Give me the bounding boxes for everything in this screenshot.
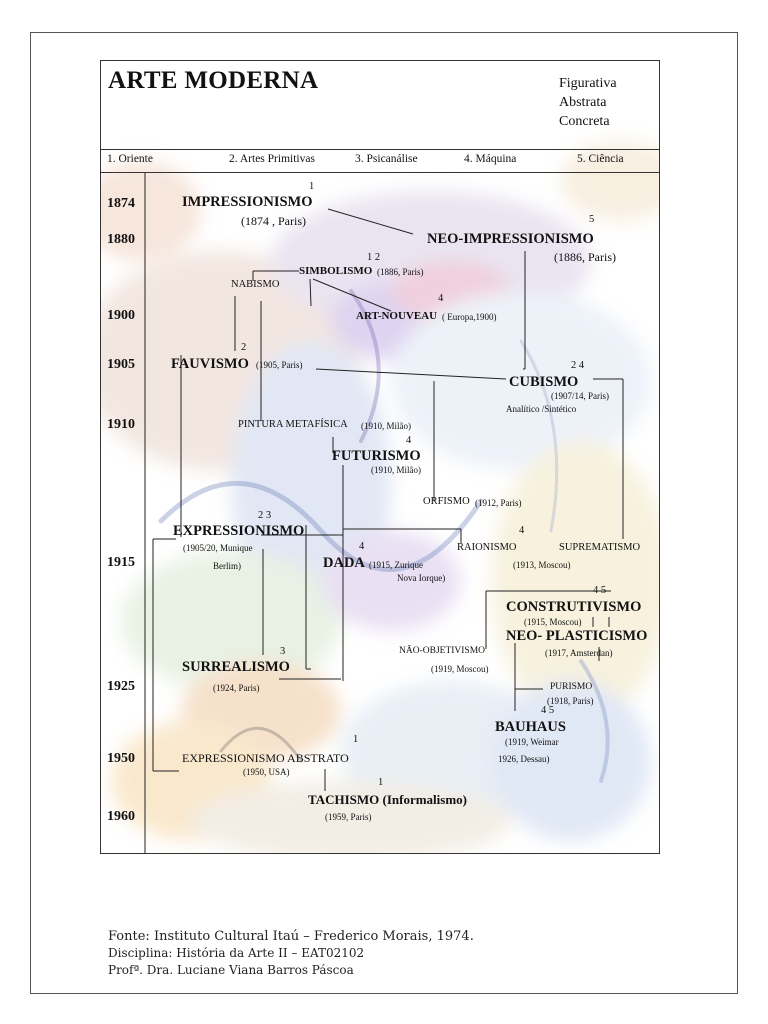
art-chart — [100, 60, 660, 854]
neo-impressionismo-date: (1886, Paris) — [554, 250, 616, 264]
kind-concreta: Concreta — [559, 114, 610, 129]
pintura-metafisica-date: (1910, Milão) — [361, 421, 411, 431]
simbolismo-number: 1 2 — [367, 252, 381, 263]
simbolismo-date: (1886, Paris) — [377, 267, 424, 277]
raionismo-date: (1913, Moscou) — [513, 560, 571, 570]
dada-label: DADA — [323, 555, 365, 571]
dada-number: 4 — [359, 541, 365, 552]
neo-impressionismo-number: 5 — [589, 214, 595, 225]
neo-plasticismo-date: (1917, Amsterdan) — [545, 648, 613, 658]
orfismo-date: (1912, Paris) — [475, 498, 522, 508]
surrealismo-number: 3 — [280, 646, 286, 657]
expressionismo-date-2: Berlim) — [213, 561, 241, 571]
category-maquina: 4. Máquina — [464, 153, 517, 165]
year-1925: 1925 — [107, 679, 135, 694]
bauhaus-date-1: (1919, Weimar — [505, 737, 559, 747]
impressionismo-number: 1 — [309, 181, 315, 192]
footer-professor: Profª. Dra. Luciane Viana Barros Páscoa — [108, 963, 354, 977]
raionismo-label: RAIONISMO — [457, 542, 517, 553]
futurismo-label: FUTURISMO — [332, 448, 421, 464]
tachismo-label: TACHISMO (Informalismo) — [308, 792, 468, 807]
cubismo-note: Analítico /Sintético — [506, 404, 577, 414]
nabismo-label: NABISMO — [231, 279, 280, 290]
impressionismo-date: (1874 , Paris) — [241, 214, 306, 228]
raionismo-number: 4 — [519, 525, 525, 536]
purismo-label: PURISMO — [550, 682, 593, 692]
neo-plasticismo-label: NEO- PLASTICISMO — [506, 628, 648, 644]
expressionismo-abstrato-number: 1 — [353, 734, 359, 745]
category-oriente: 1. Oriente — [107, 153, 153, 165]
category-artes-primitivas: 2. Artes Primitivas — [229, 153, 315, 165]
simbolismo-label: SIMBOLISMO — [299, 265, 373, 277]
year-1915: 1915 — [107, 555, 135, 570]
neo-impressionismo-label: NEO-IMPRESSIONISMO — [427, 231, 594, 247]
expressionismo-abstrato-date: (1950, USA) — [243, 767, 290, 777]
fauvismo-date: (1905, Paris) — [256, 360, 303, 370]
year-1960: 1960 — [107, 809, 135, 824]
year-1950: 1950 — [107, 751, 135, 766]
construtivismo-date: (1915, Moscou) — [524, 617, 582, 627]
orfismo-label: ORFISMO — [423, 496, 470, 507]
footer — [108, 928, 474, 979]
suprematismo-label: SUPREMATISMO — [559, 542, 641, 553]
bauhaus-date-2: 1926, Dessau) — [498, 754, 550, 764]
fauvismo-label: FAUVISMO — [171, 356, 249, 372]
year-1880: 1880 — [107, 232, 135, 247]
bauhaus-label: BAUHAUS — [495, 719, 566, 735]
construtivismo-number: 4 5 — [593, 585, 607, 596]
page-title: ARTE MODERNA — [108, 67, 319, 94]
expressionismo-label: EXPRESSIONISMO — [173, 523, 305, 539]
surrealismo-label: SURREALISMO — [182, 659, 290, 675]
dada-date-1: (1915, Zurique — [369, 560, 423, 570]
kind-abstrata: Abstrata — [559, 95, 607, 110]
impressionismo-label: IMPRESSIONISMO — [182, 194, 313, 210]
futurismo-number: 4 — [406, 435, 412, 446]
tachismo-date: (1959, Paris) — [325, 812, 372, 822]
tachismo-number: 1 — [378, 777, 384, 788]
nao-objetivismo-label: NÃO-OBJETIVISMO — [399, 646, 486, 656]
purismo-date: (1918, Paris) — [547, 696, 594, 706]
pintura-metafisica-label: PINTURA METAFÍSICA — [238, 419, 348, 430]
category-ciencia: 5. Ciência — [577, 153, 624, 165]
art-nouveau-label: ART-NOUVEAU — [356, 310, 438, 322]
year-1910: 1910 — [107, 417, 135, 432]
cubismo-label: CUBISMO — [509, 374, 579, 390]
year-1874: 1874 — [107, 196, 135, 211]
cubismo-number: 2 4 — [571, 360, 585, 371]
art-nouveau-date: ( Europa,1900) — [442, 312, 497, 322]
futurismo-date: (1910, Milão) — [371, 465, 421, 475]
year-1900: 1900 — [107, 308, 135, 323]
nao-objetivismo-date: (1919, Moscou) — [431, 664, 489, 674]
footer-source: Fonte: Instituto Cultural Itaú – Frederico Morais, 1974. — [108, 929, 474, 944]
bauhaus-number: 4 5 — [541, 705, 555, 716]
kind-figurativa: Figurativa — [559, 76, 617, 91]
art-nouveau-number: 4 — [438, 293, 444, 304]
construtivismo-label: CONSTRUTIVISMO — [506, 599, 642, 615]
footer-course: Disciplina: História da Arte II – EAT02102 — [108, 946, 365, 960]
expressionismo-abstrato-label: EXPRESSIONISMO ABSTRATO — [182, 751, 349, 765]
cubismo-date: (1907/14, Paris) — [551, 391, 609, 401]
expressionismo-number: 2 3 — [258, 510, 272, 521]
fauvismo-number: 2 — [241, 342, 247, 353]
year-1905: 1905 — [107, 357, 135, 372]
surrealismo-date: (1924, Paris) — [213, 683, 260, 693]
dada-date-2: Nova Iorque) — [397, 573, 446, 583]
expressionismo-date-1: (1905/20, Munique — [183, 543, 253, 553]
category-psicanalise: 3. Psicanálise — [355, 153, 418, 165]
